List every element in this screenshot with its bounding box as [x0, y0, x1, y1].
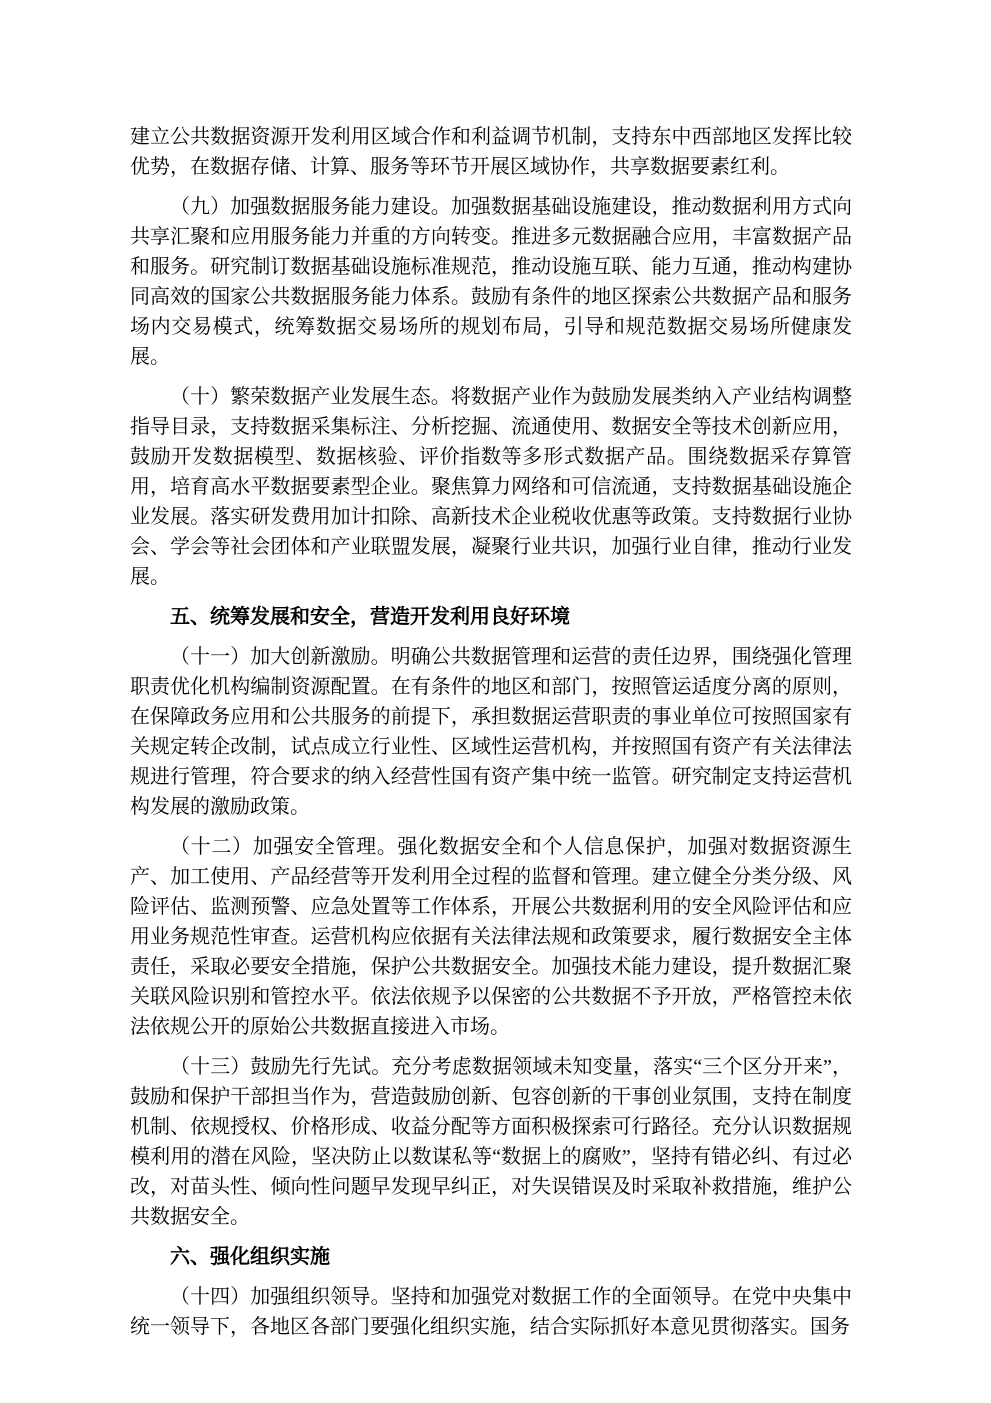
body-paragraph-item-11: （十一）加大创新激励。明确公共数据管理和运营的责任边界，围绕强化管理职责优化机构编制资源配置。在有条件的地区和部门，按照管运适度分离的原则，在保障政务应用和公共服务的前提下，承担数据运营职责的事业单位可按照国家有关规定转企改制，试点成立行业性、区域性运营机构，并按照国有资产有关法律法规进行管理，符合要求的纳入经营性国有资产集中统一监管。研究制定支持运营机构发展的激励政策。 — [130, 646, 852, 818]
body-paragraph-item-13: （十三）鼓励先行先试。充分考虑数据领域未知变量，落实“三个区分开来”，鼓励和保护干部担当作为，营造鼓励创新、包容创新的干事创业氛围，支持在制度机制、依规授权、价格形成、收益分配等方面积极探索可行路径。充分认识数据规模利用的潜在风险，坚决防止以数谋私等“数据上的腐败”，坚持有错必纠、有过必改，对苗头性、倾向性问题早发现早纠正，对失误错误及时采取补救措施，维护公共数据安全。 — [130, 1056, 852, 1228]
body-paragraph-item-12: （十二）加强安全管理。强化数据安全和个人信息保护，加强对数据资源生产、加工使用、产品经营等开发利用全过程的监督和管理。建立健全分类分级、风险评估、监测预警、应急处置等工作体系，开展公共数据利用的安全风险评估和应用业务规范性审查。运营机构应依据有关法律法规和政策要求，履行数据安全主体责任，采取必要安全措施，保护公共数据安全。加强技术能力建设，提升数据汇聚关联风险识别和管控水平。依法依规予以保密的公共数据不予开放，严格管控未依法依规公开的原始公共数据直接进入市场。 — [130, 836, 852, 1038]
document-text-area — [130, 122, 852, 1352]
body-paragraph-continuation: 建立公共数据资源开发利用区域合作和利益调节机制，支持东中西部地区发挥比较优势，在数据存储、计算、服务等环节开展区域协作，共享数据要素红利。 — [130, 126, 852, 178]
body-paragraph-item-9: （九）加强数据服务能力建设。加强数据基础设施建设，推动数据利用方式向共享汇聚和应用服务能力并重的方向转变。推进多元数据融合应用，丰富数据产品和服务。研究制订数据基础设施标准规范，推动设施互联、能力互通，推动构建协同高效的国家公共数据服务能力体系。鼓励有条件的地区探索公共数据产品和服务场内交易模式，统筹数据交易场所的规划布局，引导和规范数据交易场所健康发展。 — [130, 196, 852, 368]
body-paragraph-item-14: （十四）加强组织领导。坚持和加强党对数据工作的全面领导。在党中央集中统一领导下，各地区各部门要强化组织实施，结合实际抓好本意见贯彻落实。国务 — [130, 1286, 852, 1338]
section-heading-6: 六、强化组织实施 — [170, 1246, 330, 1268]
section-heading-5: 五、统筹发展和安全，营造开发利用良好环境 — [170, 606, 570, 628]
body-paragraph-item-10: （十）繁荣数据产业发展生态。将数据产业作为鼓励发展类纳入产业结构调整指导目录，支持数据采集标注、分析挖掘、流通使用、数据安全等技术创新应用，鼓励开发数据模型、数据核验、评价指数等多形式数据产品。围绕数据采存算管用，培育高水平数据要素型企业。聚焦算力网络和可信流通，支持数据基础设施企业发展。落实研发费用加计扣除、高新技术企业税收优惠等政策。支持数据行业协会、学会等社会团体和产业联盟发展，凝聚行业共识，加强行业自律，推动行业发展。 — [130, 386, 852, 588]
